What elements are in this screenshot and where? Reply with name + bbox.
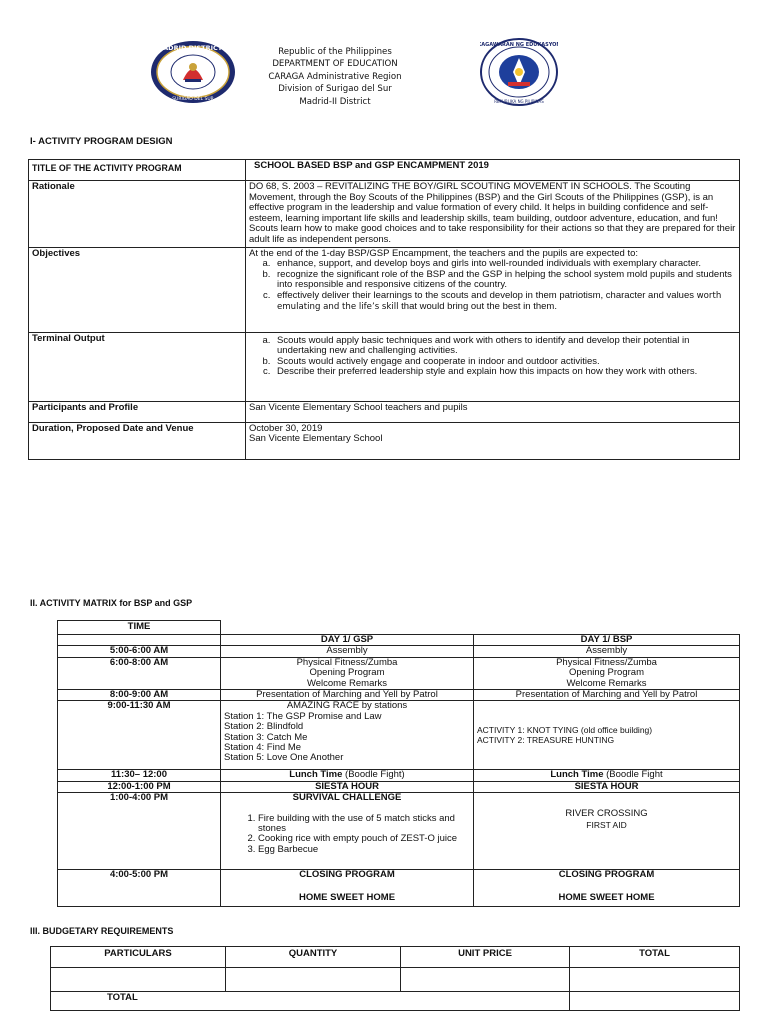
svg-text:REPUBLIKA NG PILIPINAS: REPUBLIKA NG PILIPINAS — [494, 99, 544, 104]
list-item: b. recognize the significant role of the BSP and the GSP in helping the school system mold pupils and students into responsible and responsive citizens of the country. — [273, 270, 736, 291]
gsp-activity — [221, 701, 474, 770]
gsp-activity: SIESTA HOUR — [221, 781, 474, 792]
row-label: Terminal Output — [29, 332, 246, 401]
activity-line: SURVIVAL CHALLENGE — [292, 792, 402, 804]
activity-line: Opening Program — [569, 667, 644, 679]
activity-line: Welcome Remarks — [306, 677, 388, 689]
day-gsp-header: DAY 1/ GSP — [221, 635, 474, 646]
station-line: Station 3: Catch Me — [224, 731, 308, 743]
station-line: Station 2: Blindfold — [224, 721, 304, 733]
header-line: CARAGA Administrative Region — [268, 71, 402, 82]
objective-text: that would bring out the best in them. — [398, 300, 557, 312]
time-cell: 8:00-9:00 AM — [58, 690, 221, 701]
list-item: b. Scouts would actively engage and cooperate in indoor and outdoor activities. — [273, 357, 736, 368]
table-row — [51, 947, 740, 968]
gsp-activity — [221, 770, 474, 781]
table-row — [58, 701, 740, 770]
activity-matrix-table — [57, 634, 740, 907]
table-row — [58, 646, 740, 657]
bsp-activity — [474, 657, 740, 689]
row-label: Duration, Proposed Date and Venue — [29, 422, 246, 459]
gsp-activity — [221, 870, 474, 907]
activity-line: Welcome Remarks — [566, 677, 647, 689]
bsp-activity — [474, 701, 740, 770]
activity-line: ACTIVITY 2: TREASURE HUNTING — [477, 735, 615, 746]
table-row — [29, 401, 740, 422]
svg-text:KAGAWARAN NG EDUKASYON: KAGAWARAN NG EDUKASYON — [480, 42, 558, 48]
deped-seal — [480, 38, 558, 106]
time-cell: 11:30– 12:00 — [58, 770, 221, 781]
svg-text:MADRID DISTRICT II: MADRID DISTRICT II — [156, 44, 230, 52]
activity-design-table — [28, 159, 740, 460]
objective-text: effectively deliver their learnings to the scouts and develop in them patriotism, character and values — [277, 289, 697, 301]
table-row — [29, 422, 740, 459]
activity-line: AMAZING RACE by stations — [286, 700, 408, 712]
column-header: QUANTITY — [226, 947, 401, 968]
header-line: DEPARTMENT OF EDUCATION — [272, 59, 398, 70]
list-item: a. Scouts would apply basic techniques and work with others to identify and develop their potential in undertaking new and challenging activities. — [273, 336, 736, 357]
time-header-cell — [57, 620, 221, 634]
time-cell: 9:00-11:30 AM — [58, 701, 221, 770]
list-item: 1. Fire building with the use of 5 match sticks and stones — [258, 814, 470, 835]
time-header: TIME — [127, 621, 151, 632]
table-row — [29, 181, 740, 248]
survival-list — [224, 814, 470, 856]
time-cell: 12:00-1:00 PM — [58, 781, 221, 792]
row-label: Rationale — [29, 181, 246, 248]
column-header: UNIT PRICE — [401, 947, 570, 968]
list-item: 3. Egg Barbecue — [258, 845, 470, 855]
total-text: TOTAL — [107, 992, 138, 1003]
madrid-district-seal — [150, 40, 236, 104]
activity-line: HOME SWEET HOME — [298, 891, 396, 903]
section-title: II. ACTIVITY MATRIX for BSP and GSP — [30, 598, 193, 608]
time-cell: 5:00-6:00 AM — [58, 646, 221, 657]
station-line: Station 5: Love One Another — [224, 752, 344, 764]
letterhead — [250, 46, 420, 108]
total-label — [51, 992, 570, 1011]
list-item: a. enhance, support, and develop boys and girls into well-rounded individuals with exemplary character. — [273, 259, 736, 270]
lunch-label: Lunch Time — [289, 769, 343, 781]
list-item — [273, 291, 736, 312]
event-date: October 30, 2019 — [249, 422, 323, 434]
header-line: Madrid-II District — [299, 96, 371, 107]
gsp-activity: Presentation of Marching and Yell by Patrol — [221, 690, 474, 701]
event-venue: San Vicente Elementary School — [249, 433, 383, 445]
table-row — [58, 657, 740, 689]
objectives-intro: At the end of the 1-day BSP/GSP Encampment, the teachers and the pupils are expected to: — [249, 247, 639, 259]
station-line: Station 4: Find Me — [224, 742, 302, 754]
station-line: Station 1: The GSP Promise and Law — [224, 710, 382, 722]
rationale-text: DO 68, S. 2003 – REVITALIZING THE BOY/GIRL SCOUTING MOVEMENT IN SCHOOLS. The Scouting Movement, through the Boy Scouts of the Philippines (BSP) and the Girl Scouts of the Philippines (GSP), is an effective program in the leadership and value formation of every child. It helps in building confidence and self-esteem, learning important life skills and leadership skills, team building, outdoor adventure, education, and fun! Scouts learn how to make good choices and to take responsibility for their actions so that they are prepared for their adult life as independent persons. — [246, 181, 740, 248]
time-cell: 1:00-4:00 PM — [58, 793, 221, 870]
activity-line: CLOSING PROGRAM — [299, 869, 395, 881]
time-cell: 4:00-5:00 PM — [58, 870, 221, 907]
bsp-activity — [474, 770, 740, 781]
objectives-cell — [246, 247, 740, 332]
activity-line: ACTIVITY 1: KNOT TYING (old office building) — [477, 725, 653, 736]
bsp-activity — [474, 870, 740, 907]
objectives-list — [249, 259, 736, 312]
table-row — [58, 770, 740, 781]
activity-line: CLOSING PROGRAM — [558, 869, 655, 881]
table-row — [58, 793, 740, 870]
header-line: Republic of the Philippines — [278, 47, 392, 57]
program-title: SCHOOL BASED BSP and GSP ENCAMPMENT 2019 — [246, 160, 740, 181]
lunch-note: (Boodle Fight) — [342, 769, 405, 781]
bsp-activity: Assembly — [474, 646, 740, 657]
section-title: III. BUDGETARY REQUIREMENTS — [30, 926, 174, 936]
activity-line: Physical Fitness/Zumba — [556, 656, 657, 668]
activity-line: RIVER CROSSING — [565, 808, 648, 820]
gsp-activity — [221, 657, 474, 689]
activity-line: HOME SWEET HOME — [558, 891, 655, 903]
activity-line: Physical Fitness/Zumba — [296, 656, 398, 668]
header-line: Division of Surigao del Sur — [278, 84, 392, 95]
list-item: 2. Cooking rice with empty pouch of ZEST-O juice — [258, 834, 470, 844]
terminal-list — [249, 336, 736, 378]
activity-line: FIRST AID — [586, 819, 627, 830]
svg-text:SURIGAO DEL SUR: SURIGAO DEL SUR — [172, 97, 214, 102]
table-row — [51, 992, 740, 1011]
list-item: c. Describe their preferred leadership style and explain how this impacts on how they work with others. — [273, 367, 736, 378]
objective-text: worth emulating and the life’s skill — [277, 290, 722, 312]
table-row — [58, 690, 740, 701]
table-row — [29, 247, 740, 332]
lunch-label: Lunch Time — [550, 769, 604, 781]
section-title: I- ACTIVITY PROGRAM DESIGN — [30, 136, 173, 147]
column-header: PARTICULARS — [51, 947, 226, 968]
table-row — [29, 332, 740, 401]
table-row — [51, 968, 740, 992]
table-row — [58, 635, 740, 646]
bsp-activity: Presentation of Marching and Yell by Patrol — [474, 690, 740, 701]
terminal-output-cell — [246, 332, 740, 401]
column-header: TOTAL — [570, 947, 740, 968]
time-cell: 6:00-8:00 AM — [58, 657, 221, 689]
activity-line: Opening Program — [309, 667, 385, 679]
row-label: Participants and Profile — [29, 401, 246, 422]
lunch-note: (Boodle Fight — [603, 769, 663, 781]
table-row — [29, 160, 740, 181]
gsp-activity — [221, 793, 474, 870]
table-row — [58, 870, 740, 907]
bsp-activity — [474, 793, 740, 870]
bsp-activity: SIESTA HOUR — [474, 781, 740, 792]
budget-table — [50, 946, 740, 1011]
row-label: Objectives — [29, 247, 246, 332]
gsp-activity: Assembly — [221, 646, 474, 657]
table-row — [58, 781, 740, 792]
row-label: TITLE OF THE ACTIVITY PROGRAM — [29, 160, 246, 181]
participants-value: San Vicente Elementary School teachers and pupils — [246, 401, 740, 422]
day-bsp-header: DAY 1/ BSP — [474, 635, 740, 646]
duration-cell — [246, 422, 740, 459]
